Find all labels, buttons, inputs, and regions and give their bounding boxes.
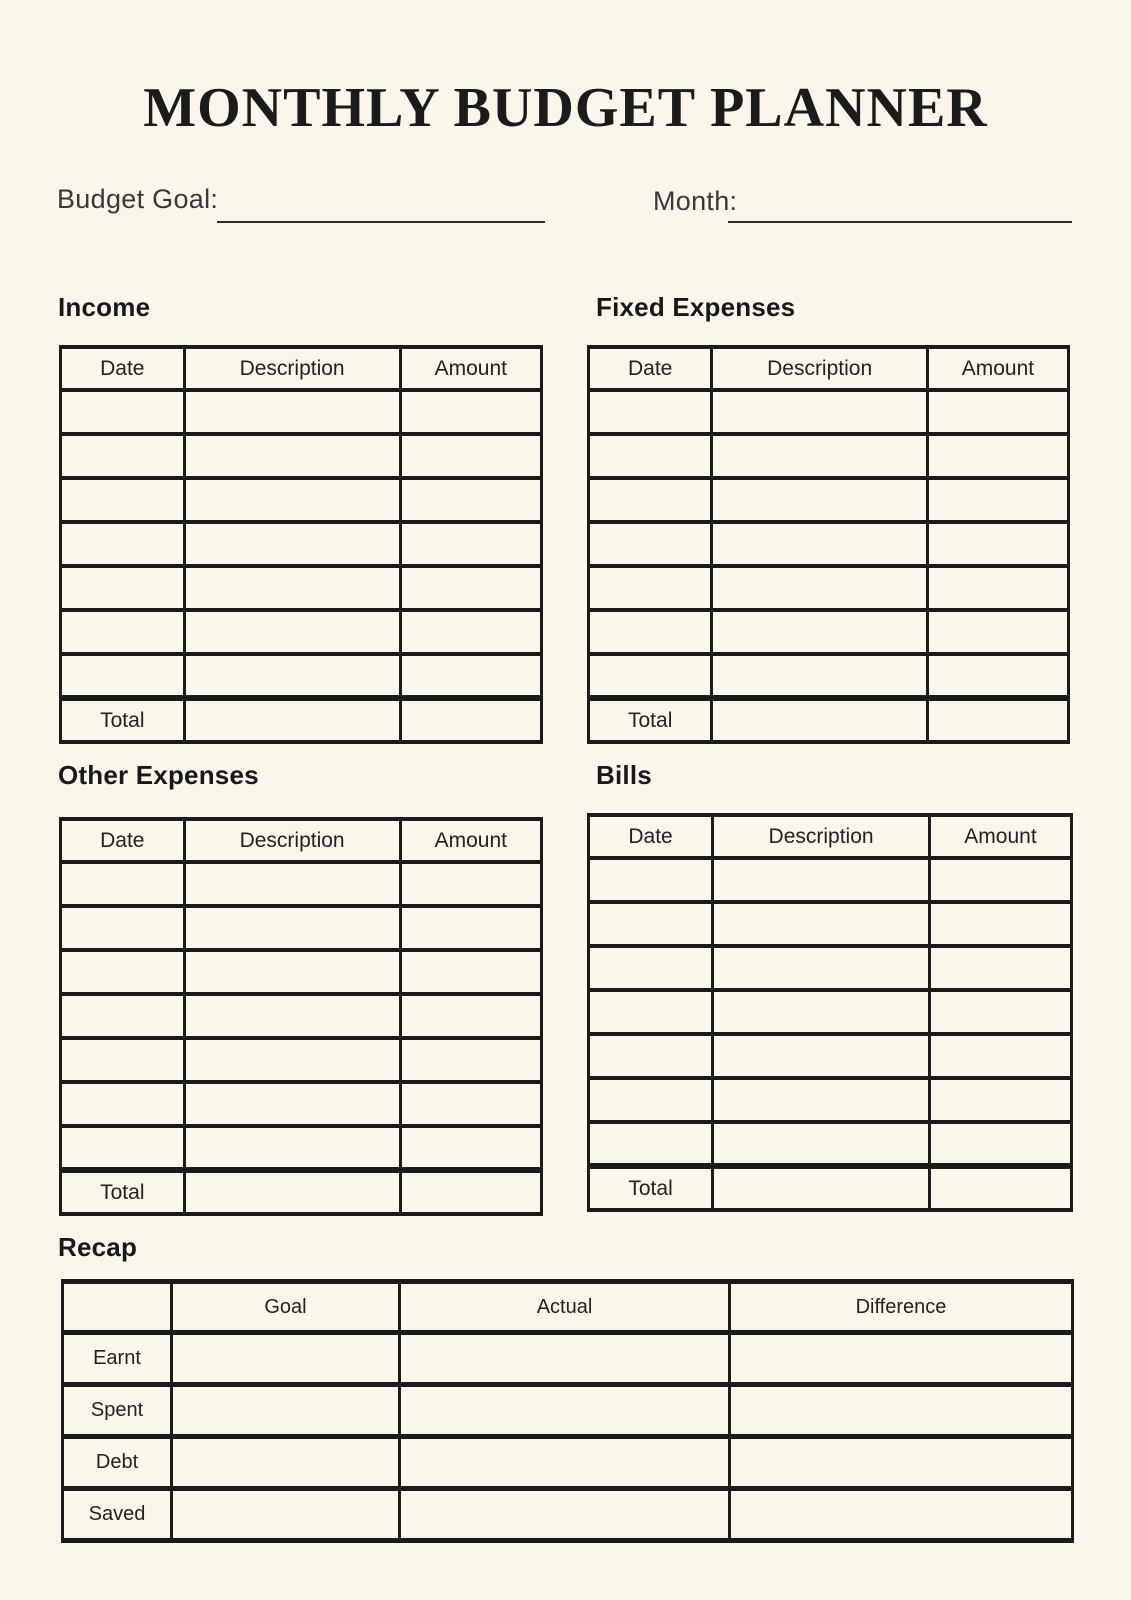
bills-header-row bbox=[589, 815, 1072, 858]
description-column-header: Description bbox=[184, 819, 400, 862]
recap-heading: Recap bbox=[58, 1232, 138, 1262]
empty-cell[interactable] bbox=[184, 390, 400, 434]
empty-cell[interactable] bbox=[400, 390, 541, 434]
empty-cell[interactable] bbox=[61, 862, 185, 906]
empty-cell[interactable] bbox=[589, 522, 712, 566]
income-table bbox=[59, 345, 543, 744]
total-label: Total bbox=[589, 698, 712, 742]
saved-row-label: Saved bbox=[63, 1489, 172, 1541]
empty-cell[interactable] bbox=[589, 946, 713, 990]
empty-cell[interactable] bbox=[712, 434, 928, 478]
empty-cell[interactable] bbox=[589, 610, 712, 654]
recap-header-row bbox=[63, 1282, 1073, 1333]
empty-cell[interactable] bbox=[61, 522, 185, 566]
empty-cell[interactable] bbox=[400, 478, 541, 522]
empty-cell[interactable] bbox=[400, 522, 541, 566]
recap-row-debt bbox=[63, 1437, 1073, 1489]
empty-cell[interactable] bbox=[712, 566, 928, 610]
empty-cell[interactable] bbox=[712, 522, 928, 566]
debt-row-label: Debt bbox=[63, 1437, 172, 1489]
earnt-row-label: Earnt bbox=[63, 1333, 172, 1385]
month-label: Month: bbox=[653, 186, 738, 216]
bills-total-row bbox=[589, 1166, 1072, 1210]
empty-cell[interactable] bbox=[184, 522, 400, 566]
recap-corner-cell bbox=[63, 1282, 172, 1333]
date-column-header: Date bbox=[61, 819, 185, 862]
empty-cell[interactable] bbox=[927, 610, 1068, 654]
income-total-row bbox=[61, 698, 542, 742]
budget-goal-label: Budget Goal: bbox=[57, 184, 219, 214]
empty-cell[interactable] bbox=[61, 950, 185, 994]
empty-cell[interactable] bbox=[61, 1126, 185, 1170]
empty-cell[interactable] bbox=[713, 1034, 930, 1078]
empty-row bbox=[589, 1122, 1072, 1166]
empty-cell[interactable] bbox=[184, 654, 400, 698]
other-expenses-total-row bbox=[61, 1170, 542, 1214]
empty-cell[interactable] bbox=[184, 1126, 400, 1170]
empty-cell[interactable] bbox=[400, 1082, 541, 1126]
empty-row bbox=[61, 950, 542, 994]
empty-cell[interactable] bbox=[184, 434, 400, 478]
bills-heading: Bills bbox=[596, 760, 652, 790]
difference-column-header: Difference bbox=[730, 1282, 1073, 1333]
fixed-expenses-table bbox=[587, 345, 1070, 744]
empty-cell[interactable] bbox=[589, 1078, 713, 1122]
empty-cell[interactable] bbox=[61, 610, 185, 654]
empty-cell[interactable] bbox=[61, 654, 185, 698]
empty-cell[interactable] bbox=[713, 1122, 930, 1166]
empty-cell[interactable] bbox=[400, 862, 541, 906]
empty-cell[interactable] bbox=[184, 1038, 400, 1082]
date-column-header: Date bbox=[61, 347, 185, 390]
empty-cell[interactable] bbox=[713, 858, 930, 902]
empty-cell[interactable] bbox=[184, 994, 400, 1038]
other-expenses-heading: Other Expenses bbox=[58, 760, 259, 790]
empty-row bbox=[589, 902, 1072, 946]
empty-row bbox=[589, 610, 1069, 654]
empty-row bbox=[589, 654, 1069, 698]
description-column-header: Description bbox=[184, 347, 400, 390]
empty-row bbox=[589, 1034, 1072, 1078]
empty-cell[interactable] bbox=[184, 906, 400, 950]
empty-row bbox=[61, 478, 542, 522]
empty-cell[interactable] bbox=[400, 1126, 541, 1170]
total-description-cell[interactable] bbox=[712, 698, 928, 742]
amount-column-header: Amount bbox=[929, 815, 1071, 858]
earnt-actual-cell[interactable] bbox=[400, 1333, 730, 1385]
empty-cell[interactable] bbox=[713, 990, 930, 1034]
total-description-cell[interactable] bbox=[184, 1170, 400, 1214]
empty-cell[interactable] bbox=[927, 566, 1068, 610]
empty-row bbox=[589, 858, 1072, 902]
spent-row-label: Spent bbox=[63, 1385, 172, 1437]
empty-row bbox=[61, 1126, 542, 1170]
empty-cell[interactable] bbox=[589, 858, 713, 902]
empty-cell[interactable] bbox=[61, 1038, 185, 1082]
empty-row bbox=[589, 946, 1072, 990]
empty-cell[interactable] bbox=[61, 906, 185, 950]
empty-cell[interactable] bbox=[589, 566, 712, 610]
empty-row bbox=[61, 522, 542, 566]
recap-row-earnt bbox=[63, 1333, 1073, 1385]
empty-row bbox=[61, 654, 542, 698]
empty-cell[interactable] bbox=[712, 610, 928, 654]
empty-cell[interactable] bbox=[61, 434, 185, 478]
actual-column-header: Actual bbox=[400, 1282, 730, 1333]
empty-cell[interactable] bbox=[61, 566, 185, 610]
empty-row bbox=[589, 1078, 1072, 1122]
total-label: Total bbox=[589, 1166, 713, 1210]
debt-difference-cell[interactable] bbox=[730, 1437, 1073, 1489]
empty-cell[interactable] bbox=[589, 434, 712, 478]
empty-cell[interactable] bbox=[927, 390, 1068, 434]
empty-cell[interactable] bbox=[929, 1034, 1071, 1078]
empty-row bbox=[61, 1082, 542, 1126]
empty-cell[interactable] bbox=[927, 478, 1068, 522]
saved-difference-cell[interactable] bbox=[730, 1489, 1073, 1541]
total-label: Total bbox=[61, 1170, 185, 1214]
recap-row-saved bbox=[63, 1489, 1073, 1541]
empty-cell[interactable] bbox=[400, 950, 541, 994]
empty-row bbox=[61, 566, 542, 610]
date-column-header: Date bbox=[589, 815, 713, 858]
empty-cell[interactable] bbox=[713, 946, 930, 990]
description-column-header: Description bbox=[713, 815, 930, 858]
empty-cell[interactable] bbox=[929, 1078, 1071, 1122]
other-expenses-header-row bbox=[61, 819, 542, 862]
empty-cell[interactable] bbox=[184, 566, 400, 610]
empty-cell[interactable] bbox=[400, 434, 541, 478]
empty-cell[interactable] bbox=[61, 994, 185, 1038]
empty-cell[interactable] bbox=[184, 478, 400, 522]
empty-row bbox=[589, 390, 1069, 434]
month-field-line[interactable] bbox=[728, 221, 1072, 223]
total-description-cell[interactable] bbox=[713, 1166, 930, 1210]
saved-actual-cell[interactable] bbox=[400, 1489, 730, 1541]
total-description-cell[interactable] bbox=[184, 698, 400, 742]
empty-cell[interactable] bbox=[400, 906, 541, 950]
spent-goal-cell[interactable] bbox=[172, 1385, 400, 1437]
empty-cell[interactable] bbox=[400, 654, 541, 698]
fixed-expenses-heading: Fixed Expenses bbox=[596, 292, 796, 322]
empty-row bbox=[589, 566, 1069, 610]
total-amount-cell[interactable] bbox=[400, 1170, 541, 1214]
empty-cell[interactable] bbox=[589, 1122, 713, 1166]
empty-row bbox=[61, 862, 542, 906]
income-header-row bbox=[61, 347, 542, 390]
empty-cell[interactable] bbox=[61, 390, 185, 434]
empty-cell[interactable] bbox=[400, 994, 541, 1038]
empty-cell[interactable] bbox=[589, 902, 713, 946]
empty-cell[interactable] bbox=[400, 566, 541, 610]
empty-cell[interactable] bbox=[61, 478, 185, 522]
total-amount-cell[interactable] bbox=[400, 698, 541, 742]
empty-row bbox=[61, 610, 542, 654]
empty-row bbox=[61, 390, 542, 434]
empty-cell[interactable] bbox=[184, 862, 400, 906]
empty-row bbox=[589, 522, 1069, 566]
fixed-expenses-total-row bbox=[589, 698, 1069, 742]
total-label: Total bbox=[61, 698, 185, 742]
empty-cell[interactable] bbox=[589, 654, 712, 698]
empty-cell[interactable] bbox=[713, 1078, 930, 1122]
empty-cell[interactable] bbox=[589, 1034, 713, 1078]
empty-cell[interactable] bbox=[589, 390, 712, 434]
empty-cell[interactable] bbox=[400, 1038, 541, 1082]
spent-difference-cell[interactable] bbox=[730, 1385, 1073, 1437]
empty-cell[interactable] bbox=[929, 858, 1071, 902]
budget-goal-field-line[interactable] bbox=[217, 221, 545, 223]
empty-cell[interactable] bbox=[712, 478, 928, 522]
description-column-header: Description bbox=[712, 347, 928, 390]
empty-cell[interactable] bbox=[589, 990, 713, 1034]
empty-cell[interactable] bbox=[61, 1082, 185, 1126]
earnt-difference-cell[interactable] bbox=[730, 1333, 1073, 1385]
empty-cell[interactable] bbox=[184, 950, 400, 994]
empty-row bbox=[61, 1038, 542, 1082]
empty-cell[interactable] bbox=[713, 902, 930, 946]
empty-row bbox=[589, 478, 1069, 522]
empty-row bbox=[589, 990, 1072, 1034]
earnt-goal-cell[interactable] bbox=[172, 1333, 400, 1385]
empty-cell[interactable] bbox=[712, 390, 928, 434]
page-title: MONTHLY BUDGET PLANNER bbox=[143, 77, 988, 139]
income-heading: Income bbox=[58, 292, 151, 322]
empty-row bbox=[61, 994, 542, 1038]
amount-column-header: Amount bbox=[400, 347, 541, 390]
empty-cell[interactable] bbox=[929, 990, 1071, 1034]
amount-column-header: Amount bbox=[400, 819, 541, 862]
date-column-header: Date bbox=[589, 347, 712, 390]
fixed-expenses-header-row bbox=[589, 347, 1069, 390]
amount-column-header: Amount bbox=[927, 347, 1068, 390]
total-amount-cell[interactable] bbox=[927, 698, 1068, 742]
empty-cell[interactable] bbox=[929, 902, 1071, 946]
empty-cell[interactable] bbox=[927, 522, 1068, 566]
recap-row-spent bbox=[63, 1385, 1073, 1437]
empty-cell[interactable] bbox=[184, 1082, 400, 1126]
empty-cell[interactable] bbox=[589, 478, 712, 522]
empty-row bbox=[61, 434, 542, 478]
empty-cell[interactable] bbox=[927, 654, 1068, 698]
empty-row bbox=[589, 434, 1069, 478]
debt-goal-cell[interactable] bbox=[172, 1437, 400, 1489]
saved-goal-cell[interactable] bbox=[172, 1489, 400, 1541]
debt-actual-cell[interactable] bbox=[400, 1437, 730, 1489]
spent-actual-cell[interactable] bbox=[400, 1385, 730, 1437]
bills-table bbox=[587, 813, 1073, 1212]
other-expenses-table bbox=[59, 817, 543, 1216]
empty-cell[interactable] bbox=[712, 654, 928, 698]
empty-row bbox=[61, 906, 542, 950]
empty-cell[interactable] bbox=[400, 610, 541, 654]
empty-cell[interactable] bbox=[184, 610, 400, 654]
goal-column-header: Goal bbox=[172, 1282, 400, 1333]
empty-cell[interactable] bbox=[929, 1122, 1071, 1166]
total-amount-cell[interactable] bbox=[929, 1166, 1071, 1210]
empty-cell[interactable] bbox=[929, 946, 1071, 990]
empty-cell[interactable] bbox=[927, 434, 1068, 478]
recap-table bbox=[61, 1279, 1074, 1543]
